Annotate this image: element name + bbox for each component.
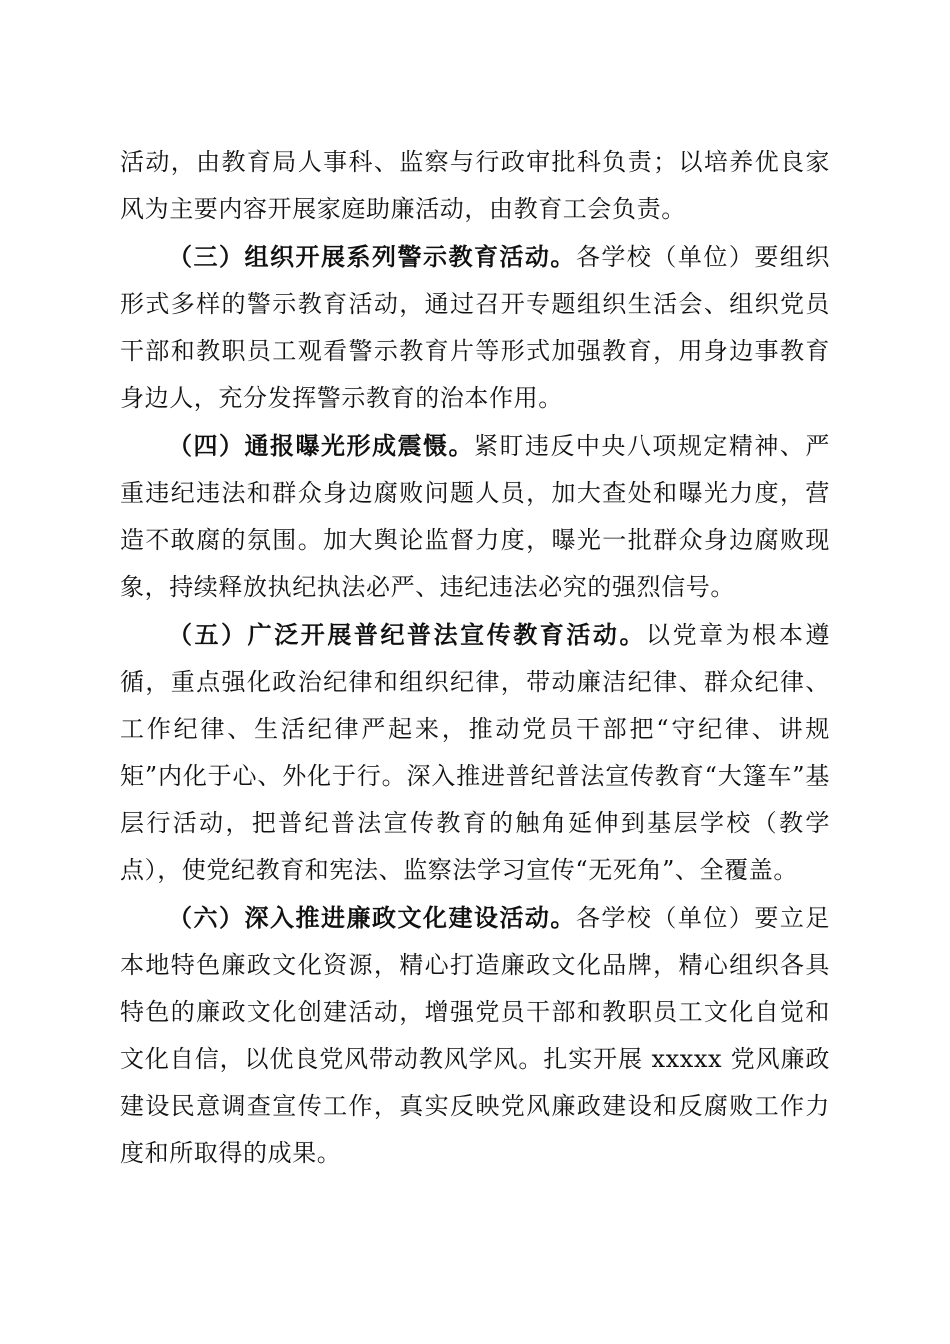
paragraph-text: 各学校（单位）要组织形式多样的警示教育活动，通过召开专题组织生活会、组织党员干部和教职员工观看警示教育片等形式加强教育，用身边事教育身边人，充分发挥警示教育的治本作用。 xyxy=(120,243,830,412)
paragraph-text: 紧盯违反中央八项规定精神、严重违纪违法和群众身边腐败问题人员，加大查处和曝光力度，营造不敢腐的氛围。加大舆论监督力度，曝光一批群众身边腐败现象，持续释放执纪执法必严、违纪违法必究的强烈信号。 xyxy=(120,432,830,601)
section-heading-3: （三）组织开展系列警示教育活动。 xyxy=(168,242,576,271)
paragraph-text: 活动，由教育局人事科、监察与行政审批科负责；以培养优良家风为主要内容开展家庭助廉活动，由教育工会负责。 xyxy=(120,148,830,223)
paragraph-section-6 xyxy=(120,894,830,1177)
paragraph-continuation xyxy=(120,139,830,233)
paragraph-text: 以党章为根本遵循，重点强化政治纪律和组织纪律，带动廉洁纪律、群众纪律、工作纪律、生活纪律严起来，推动党员干部把“守纪律、讲规矩”内化于心、外化于行。深入推进普纪普法宣传教育“大篷车”基层行活动，把普纪普法宣传教育的触角延伸到基层学校（教学点），使党纪教育和宪法、监察法学习宣传“无死角”、全覆盖。 xyxy=(120,621,830,884)
paragraph-text: 各学校（单位）要立足本地特色廉政文化资源，精心打造廉政文化品牌，精心组织各具特色的廉政文化创建活动，增强党员干部和教职员工文化自觉和文化自信，以优良党风带动教风学风。扎实开展 xxxxx 党风廉政建设民意调查宣传工作，真实反映党风廉政建设和反腐败工作力度和所取得的成果。 xyxy=(120,904,830,1167)
section-heading-5: （五）广泛开展普纪普法宣传教育活动。 xyxy=(168,620,647,649)
section-heading-6: （六）深入推进廉政文化建设活动。 xyxy=(168,903,576,932)
section-heading-4: （四）通报曝光形成震慑。 xyxy=(168,431,474,460)
document-body xyxy=(120,139,830,1177)
paragraph-section-4 xyxy=(120,422,830,611)
paragraph-section-3 xyxy=(120,233,830,422)
paragraph-section-5 xyxy=(120,611,830,894)
